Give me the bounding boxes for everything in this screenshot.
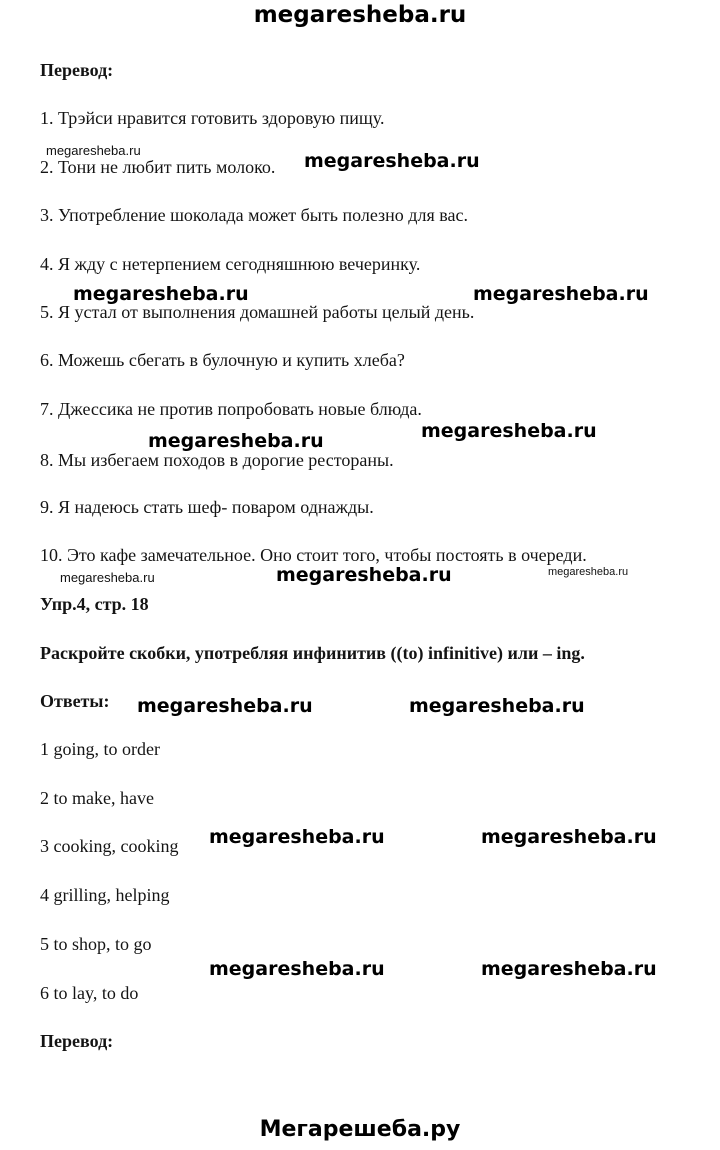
watermark: megaresheba.ru [421, 420, 597, 442]
translation-item-8: 8. Мы избегаем походов в дорогие рестораны. [40, 450, 394, 470]
answer-6: 6 to lay, to do [40, 983, 139, 1003]
header-watermark: megaresheba.ru [253, 2, 467, 28]
watermark: megaresheba.ru [481, 826, 657, 848]
watermark: megaresheba.ru [148, 430, 324, 452]
answer-5: 5 to shop, to go [40, 934, 152, 954]
translation-item-4: 4. Я жду с нетерпением сегодняшнюю вечеринку. [40, 254, 421, 274]
watermark: megaresheba.ru [73, 283, 249, 305]
watermark: megaresheba.ru [276, 564, 452, 586]
watermark-small: megaresheba.ru [548, 566, 629, 578]
exercise-title: Упр.4, стр. 18 [40, 594, 149, 614]
footer-watermark: Мегарешеба.ру [259, 1117, 461, 1142]
watermark: megaresheba.ru [409, 695, 585, 717]
watermark: megaresheba.ru [209, 958, 385, 980]
answers-heading: Ответы: [40, 691, 110, 711]
watermark: megaresheba.ru [137, 695, 313, 717]
watermark: megaresheba.ru [209, 826, 385, 848]
watermark-small: megaresheba.ru [60, 570, 155, 585]
answer-4: 4 grilling, helping [40, 885, 170, 905]
translation-heading: Перевод: [40, 60, 114, 80]
translation-heading-2: Перевод: [40, 1031, 114, 1051]
translation-item-6: 6. Можешь сбегать в булочную и купить хлеба? [40, 350, 405, 370]
answer-2: 2 to make, have [40, 788, 154, 808]
translation-item-9: 9. Я надеюсь стать шеф- поваром однажды. [40, 497, 374, 517]
answer-3: 3 cooking, cooking [40, 836, 179, 856]
watermark-small: megaresheba.ru [46, 143, 141, 158]
exercise-instruction: Раскройте скобки, употребляя инфинитив ((to) infinitive) или – ing. [40, 643, 585, 663]
watermark: megaresheba.ru [473, 283, 649, 305]
translation-item-2: 2. Тони не любит пить молоко. [40, 157, 276, 177]
answer-1: 1 going, to order [40, 739, 160, 759]
translation-item-7: 7. Джессика не против попробовать новые блюда. [40, 399, 422, 419]
watermark: megaresheba.ru [304, 150, 480, 172]
translation-item-10: 10. Это кафе замечательное. Оно стоит того, чтобы постоять в очереди. [40, 545, 587, 565]
translation-item-5: 5. Я устал от выполнения домашней работы целый день. [40, 302, 475, 322]
watermark: megaresheba.ru [481, 958, 657, 980]
translation-item-1: 1. Трэйси нравится готовить здоровую пищу. [40, 108, 385, 128]
translation-item-3: 3. Употребление шоколада может быть полезно для вас. [40, 205, 468, 225]
